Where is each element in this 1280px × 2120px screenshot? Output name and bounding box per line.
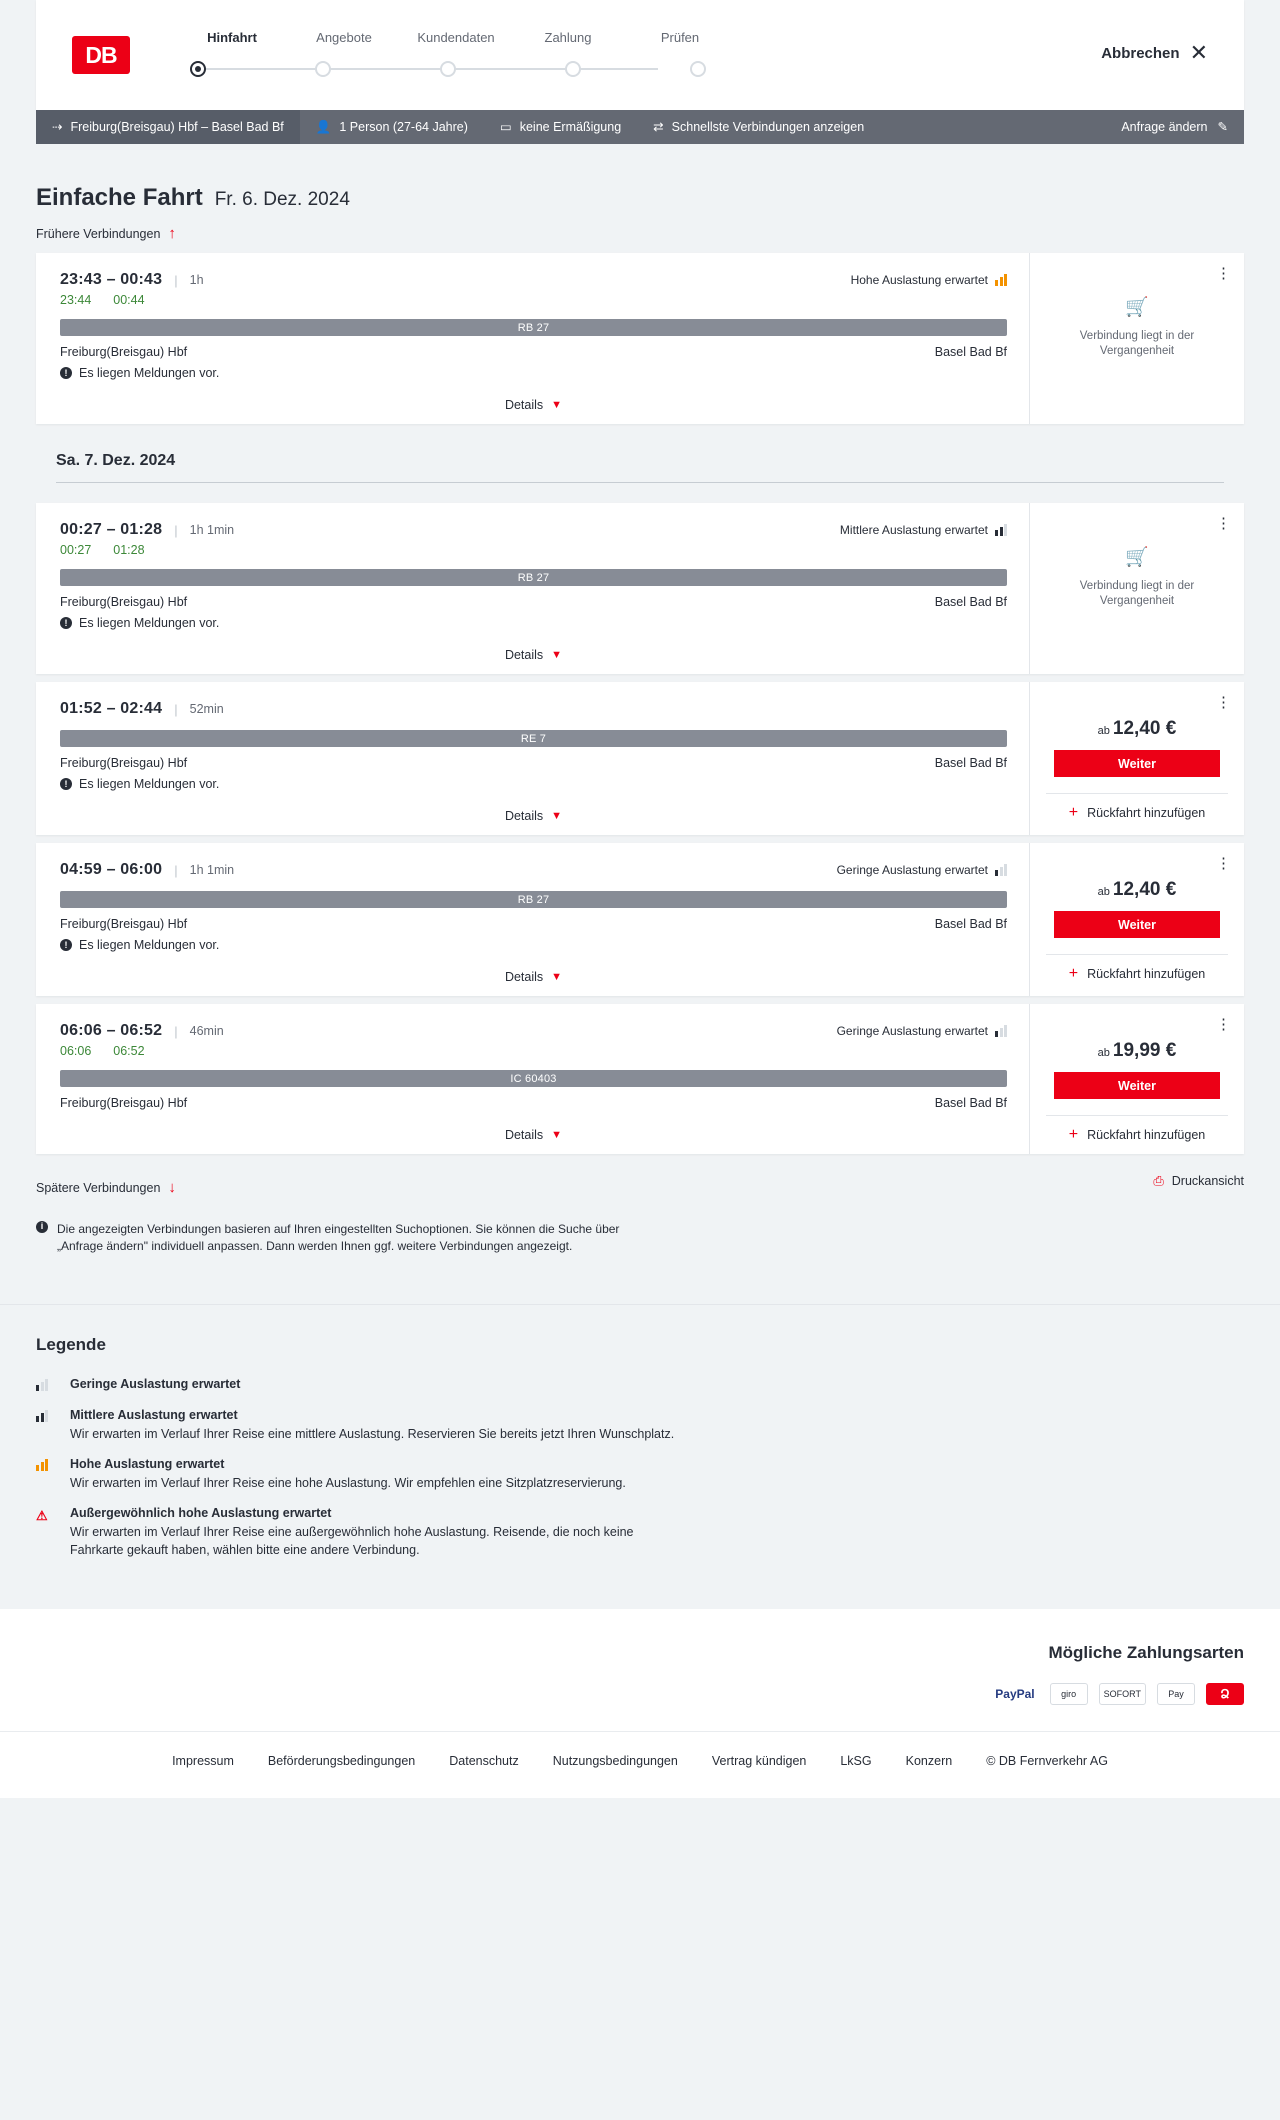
station-from: Freiburg(Breisgau) Hbf [60, 345, 188, 359]
train-label: IC 60403 [510, 1072, 557, 1085]
divider: | [174, 862, 178, 878]
occupancy-indicator [840, 523, 1007, 537]
connection-actual-times [60, 1044, 1007, 1058]
stepper-dot-2[interactable] [315, 61, 331, 77]
connection-time: 01:52 – 02:44 [60, 700, 163, 717]
step-pruefen[interactable]: Prüfen [660, 30, 700, 45]
more-options-icon[interactable]: ⋮ [1216, 515, 1232, 532]
connection-info [36, 253, 1029, 424]
station-to: Basel Bad Bf [934, 917, 1007, 931]
continue-button[interactable]: Weiter [1054, 750, 1220, 777]
main-content [0, 184, 1280, 1256]
legend-item-extreme [36, 1506, 1244, 1559]
earlier-connections-button[interactable] [36, 226, 1244, 241]
price-value: 12,40 € [1112, 718, 1177, 739]
actual-departure: 00:27 [60, 543, 92, 557]
train-bar [60, 730, 1007, 747]
step-zahlung[interactable]: Zahlung [544, 30, 592, 45]
connection-row[interactable] [36, 843, 1244, 996]
legend-item-title: Geringe Auslastung erwartet [70, 1376, 241, 1391]
train-bar [60, 319, 1007, 336]
chevron-down-icon: ▼ [551, 1129, 563, 1141]
station-to: Basel Bad Bf [934, 345, 1007, 359]
occupancy-indicator [851, 273, 1007, 287]
later-connections-label: Spätere Verbindungen [36, 1180, 161, 1195]
legend-section [0, 1304, 1280, 1610]
more-options-icon[interactable]: ⋮ [1216, 265, 1232, 282]
footer-link-lksg[interactable]: LkSG [840, 1754, 872, 1769]
connection-stations [60, 1096, 1007, 1110]
footer-link-konzern[interactable]: Konzern [905, 1754, 953, 1769]
connection-header [60, 700, 1007, 718]
connection-stations [60, 345, 1007, 359]
connection-duration: 1h [189, 273, 204, 287]
legend-item-title: Hohe Auslastung erwartet [70, 1456, 225, 1471]
occupancy-label: Hohe Auslastung erwartet [850, 273, 988, 287]
legend-item-title: Mittlere Auslastung erwartet [70, 1407, 238, 1422]
page-title [36, 184, 1244, 212]
past-connection-label: Verbindung liegt in der Vergangenheit [1079, 329, 1195, 358]
search-summary-bar [36, 110, 1244, 144]
more-options-icon[interactable]: ⋮ [1216, 855, 1232, 872]
past-connection-label: Verbindung liegt in der Vergangenheit [1079, 579, 1195, 608]
connection-list [36, 253, 1244, 424]
applepay-icon: Pay [1157, 1683, 1195, 1705]
details-label: Details [504, 398, 544, 412]
connection-duration: 46min [189, 1024, 224, 1038]
occupancy-bars-icon [36, 1408, 54, 1443]
footer-link-datenschutz[interactable]: Datenschutz [449, 1754, 519, 1769]
price-prefix: ab [1097, 725, 1110, 737]
connection-duration: 52min [189, 702, 224, 716]
pencil-icon[interactable]: ✎ [1217, 119, 1228, 134]
person-icon: 👤 [315, 119, 332, 134]
train-bar [60, 569, 1007, 586]
details-toggle[interactable] [60, 809, 1007, 835]
past-connection-note [1046, 545, 1228, 610]
connection-stations [60, 917, 1007, 931]
summary-passengers[interactable] [300, 110, 484, 144]
summary-options[interactable] [637, 110, 880, 144]
occupancy-bars-icon [36, 1377, 54, 1394]
divider: | [174, 1023, 178, 1039]
page-title-date: Fr. 6. Dez. 2024 [214, 189, 350, 210]
occupancy-bars-icon [995, 864, 1007, 876]
close-icon[interactable]: ✕ [1189, 40, 1208, 65]
summary-route-label: Freiburg(Breisgau) Hbf – Basel Bad Bf [70, 120, 284, 134]
chevron-down-icon: ▼ [551, 971, 563, 983]
print-view-label: Druckansicht [1171, 1173, 1244, 1188]
connection-row[interactable] [36, 682, 1244, 835]
train-label: RB 27 [517, 571, 550, 584]
add-return-trip-label: Rückfahrt hinzufügen [1087, 806, 1206, 820]
occupancy-crossed-icon: ⚠ [36, 1508, 47, 1524]
details-label: Details [504, 809, 544, 823]
add-return-trip-button[interactable] [1046, 954, 1228, 982]
actual-arrival: 01:28 [113, 543, 145, 557]
connection-stations [60, 595, 1007, 609]
cart-crossed-icon: 🛒 [1125, 297, 1149, 318]
page-title-text: Einfache Fahrt [36, 184, 203, 211]
connection-header [60, 861, 1007, 879]
stepper-dot-5[interactable] [690, 61, 706, 77]
card-icon: ▭ [499, 119, 512, 134]
station-from: Freiburg(Breisgau) Hbf [60, 595, 188, 609]
connection-actual-times [60, 543, 1007, 557]
connection-notice[interactable] [60, 366, 1007, 380]
footer-link-befoerderungsbedingungen[interactable]: Beförderungsbedingungen [267, 1754, 416, 1769]
summary-route[interactable] [36, 110, 300, 144]
price-label [1098, 1040, 1177, 1062]
legend-item-high [36, 1457, 1244, 1492]
summary-discount[interactable] [484, 110, 637, 144]
legend-item-body [70, 1408, 674, 1443]
printer-icon: ⎙ [1153, 1172, 1164, 1188]
connection-info [36, 1004, 1029, 1154]
actual-arrival: 00:44 [113, 293, 145, 307]
legend-item-desc: Wir erwarten im Verlauf Ihrer Reise eine hohe Auslastung. Wir empfehlen eine Sitzplatzreservierung. [70, 1475, 626, 1490]
add-return-trip-label: Rückfahrt hinzufügen [1087, 1128, 1206, 1142]
checkout-stepper-bar [36, 0, 1244, 110]
legend-item-body [70, 1506, 690, 1559]
train-bar [60, 1070, 1007, 1087]
chevron-down-icon: ▼ [551, 649, 563, 661]
connection-info [36, 843, 1029, 996]
station-from: Freiburg(Breisgau) Hbf [60, 917, 188, 931]
add-return-trip-button[interactable] [1046, 793, 1228, 821]
divider: | [174, 272, 178, 288]
summary-passengers-label: 1 Person (27-64 Jahre) [339, 120, 468, 134]
occupancy-indicator [837, 863, 1007, 877]
plus-icon: + [1068, 1126, 1079, 1143]
details-label: Details [504, 970, 544, 984]
footer-links [0, 1754, 1280, 1768]
divider: | [174, 522, 178, 538]
actual-arrival: 06:52 [113, 1044, 145, 1058]
connection-header [60, 521, 1007, 539]
paypal-icon: PayPal [991, 1683, 1038, 1705]
station-to: Basel Bad Bf [934, 756, 1007, 770]
earlier-connections-label: Frühere Verbindungen [36, 226, 161, 241]
connection-info [36, 503, 1029, 674]
footer-link-impressum[interactable]: Impressum [172, 1754, 234, 1769]
connection-notice[interactable] [60, 938, 1007, 952]
stepper-dot-3[interactable] [440, 61, 456, 77]
price-prefix: ab [1097, 1047, 1110, 1059]
connection-list-saturday [36, 503, 1244, 1154]
occupancy-label: Mittlere Auslastung erwartet [839, 523, 988, 537]
later-connections-button[interactable] [36, 1180, 176, 1195]
footer-copyright: © DB Fernverkehr AG [986, 1754, 1108, 1769]
cancel-label: Abbrechen [1101, 44, 1180, 62]
edit-search-button[interactable] [1121, 120, 1244, 134]
add-return-trip-button[interactable] [1046, 1115, 1228, 1143]
footer-link-nutzungsbedingungen[interactable]: Nutzungsbedingungen [552, 1754, 678, 1769]
legend-item-low [36, 1377, 1244, 1394]
continue-button[interactable]: Weiter [1054, 1072, 1220, 1099]
info-icon: ! [60, 367, 72, 379]
connection-info [36, 682, 1029, 835]
legend-item-body [70, 1457, 626, 1492]
info-icon: ! [60, 939, 72, 951]
connection-duration: 1h 1min [189, 863, 235, 877]
plus-icon: + [1068, 804, 1079, 821]
connection-action-panel [1029, 253, 1244, 424]
connection-notice[interactable] [60, 616, 1007, 630]
station-from: Freiburg(Breisgau) Hbf [60, 1096, 188, 1110]
connection-actual-times [60, 293, 1007, 307]
connection-action-panel [1029, 682, 1244, 835]
info-icon: ! [60, 617, 72, 629]
info-icon: i [36, 1221, 48, 1233]
occupancy-indicator [837, 1024, 1007, 1038]
payment-section [0, 1609, 1280, 1731]
summary-options-label: Schnellste Verbindungen anzeigen [671, 120, 865, 134]
connection-header [60, 1022, 1007, 1040]
info-icon: ! [60, 778, 72, 790]
more-options-icon[interactable]: ⋮ [1216, 1016, 1232, 1033]
step-angebote[interactable]: Angebote [316, 30, 372, 45]
connection-time: 00:27 – 01:28 [60, 521, 163, 538]
price-label [1098, 718, 1177, 740]
payment-inner [36, 1643, 1244, 1705]
train-bar [60, 891, 1007, 908]
details-toggle[interactable] [60, 398, 1007, 424]
actual-departure: 06:06 [60, 1044, 92, 1058]
edit-search-label: Anfrage ändern [1121, 120, 1208, 134]
connection-notice-label: Es liegen Meldungen vor. [79, 366, 220, 380]
train-label: RE 7 [520, 732, 547, 745]
divider: | [174, 701, 178, 717]
details-toggle[interactable] [60, 1128, 1007, 1154]
legend-item-desc: Wir erwarten im Verlauf Ihrer Reise eine außergewöhnlich hohe Auslastung. Reisende, die noch keine Fahrkarte gekauft haben, wählen bitte eine andere Verbindung. [70, 1525, 634, 1558]
chevron-down-icon: ▼ [551, 399, 563, 411]
past-connection-note [1046, 295, 1228, 360]
connection-notice-label: Es liegen Meldungen vor. [79, 777, 220, 791]
legend-item-body [70, 1377, 240, 1394]
cancel-button[interactable] [1101, 42, 1208, 64]
step-hinfahrt[interactable]: Hinfahrt [207, 30, 257, 45]
connection-row[interactable] [36, 503, 1244, 674]
station-to: Basel Bad Bf [934, 1096, 1007, 1110]
connection-action-panel [1029, 1004, 1244, 1154]
cart-crossed-icon: 🛒 [1125, 547, 1149, 568]
print-view-button[interactable] [1153, 1173, 1244, 1189]
stepper [176, 30, 736, 90]
plus-icon: + [1068, 965, 1079, 982]
legend-item-mid [36, 1408, 1244, 1443]
connection-notice-label: Es liegen Meldungen vor. [79, 616, 220, 630]
payment-title: Mögliche Zahlungsarten [1048, 1643, 1244, 1663]
connection-time: 23:43 – 00:43 [60, 271, 163, 288]
occupancy-bars-icon [995, 524, 1007, 536]
legend-item-desc: Wir erwarten im Verlauf Ihrer Reise eine mittlere Auslastung. Reservieren Sie bereits jetzt Ihren Wunschplatz. [70, 1426, 675, 1441]
continue-button[interactable]: Weiter [1054, 911, 1220, 938]
search-footnote-text: Die angezeigten Verbindungen basieren auf Ihren eingestellten Suchoptionen. Sie können die Suche über „Anfrage ändern" individuell anpassen. Dann werden Ihnen ggf. weitere Verbindungen angezeigt. [57, 1222, 620, 1254]
price-value: 12,40 € [1112, 879, 1177, 900]
connection-action-panel [1029, 843, 1244, 996]
occupancy-label: Geringe Auslastung erwartet [836, 1024, 988, 1038]
payment-methods [991, 1683, 1244, 1705]
stepper-dot-1[interactable] [190, 61, 206, 77]
arrow-down-icon: ↓ [168, 1179, 176, 1196]
station-from: Freiburg(Breisgau) Hbf [60, 756, 188, 770]
occupancy-label: Geringe Auslastung erwartet [836, 863, 988, 877]
price-label [1098, 879, 1177, 901]
db-logo: DB [72, 36, 130, 74]
page-footer [0, 1731, 1280, 1798]
day-header: Sa. 7. Dez. 2024 [56, 452, 1224, 483]
details-toggle[interactable] [60, 970, 1007, 996]
connection-duration: 1h 1min [189, 523, 235, 537]
summary-discount-label: keine Ermäßigung [519, 120, 622, 134]
sliders-icon: ⇄ [653, 119, 664, 134]
sofort-icon: SOFORT [1099, 1683, 1146, 1705]
train-label: RB 27 [517, 321, 550, 334]
train-label: RB 27 [517, 893, 550, 906]
connection-stations [60, 756, 1007, 770]
connection-time: 04:59 – 06:00 [60, 861, 163, 878]
more-options-icon[interactable]: ⋮ [1216, 694, 1232, 711]
legend-title: Legende [36, 1334, 106, 1354]
station-to: Basel Bad Bf [934, 595, 1007, 609]
step-kundendaten[interactable]: Kundendaten [417, 30, 495, 45]
details-label: Details [504, 1128, 544, 1142]
search-footnote [36, 1221, 636, 1256]
occupancy-bars-icon [995, 274, 1007, 286]
stepper-track [198, 68, 658, 70]
connection-time: 06:06 – 06:52 [60, 1022, 163, 1039]
connection-action-panel [1029, 503, 1244, 674]
occupancy-bars-icon [36, 1457, 54, 1492]
arrow-right-icon: ⇢ [52, 119, 63, 134]
chevron-down-icon: ▼ [551, 810, 563, 822]
list-footer-controls [36, 1166, 1244, 1195]
add-return-trip-label: Rückfahrt hinzufügen [1087, 967, 1206, 981]
giropay-icon: giro [1050, 1683, 1088, 1705]
price-prefix: ab [1097, 886, 1110, 898]
stepper-dot-4[interactable] [565, 61, 581, 77]
connection-notice-label: Es liegen Meldungen vor. [79, 938, 220, 952]
occupancy-bars-icon [995, 1025, 1007, 1037]
price-value: 19,99 € [1112, 1040, 1177, 1061]
connection-notice[interactable] [60, 777, 1007, 791]
actual-departure: 23:44 [60, 293, 92, 307]
connection-row[interactable] [36, 253, 1244, 424]
connection-row[interactable] [36, 1004, 1244, 1154]
legend-item-title: Außergewöhnlich hohe Auslastung erwartet [70, 1506, 332, 1521]
footer-link-vertrag-kuendigen[interactable]: Vertrag kündigen [711, 1754, 807, 1769]
connection-header [60, 271, 1007, 289]
arrow-up-icon: ↑ [168, 225, 176, 242]
details-toggle[interactable] [60, 648, 1007, 674]
details-label: Details [504, 648, 544, 662]
db-payment-icon: Ձ [1206, 1683, 1244, 1705]
